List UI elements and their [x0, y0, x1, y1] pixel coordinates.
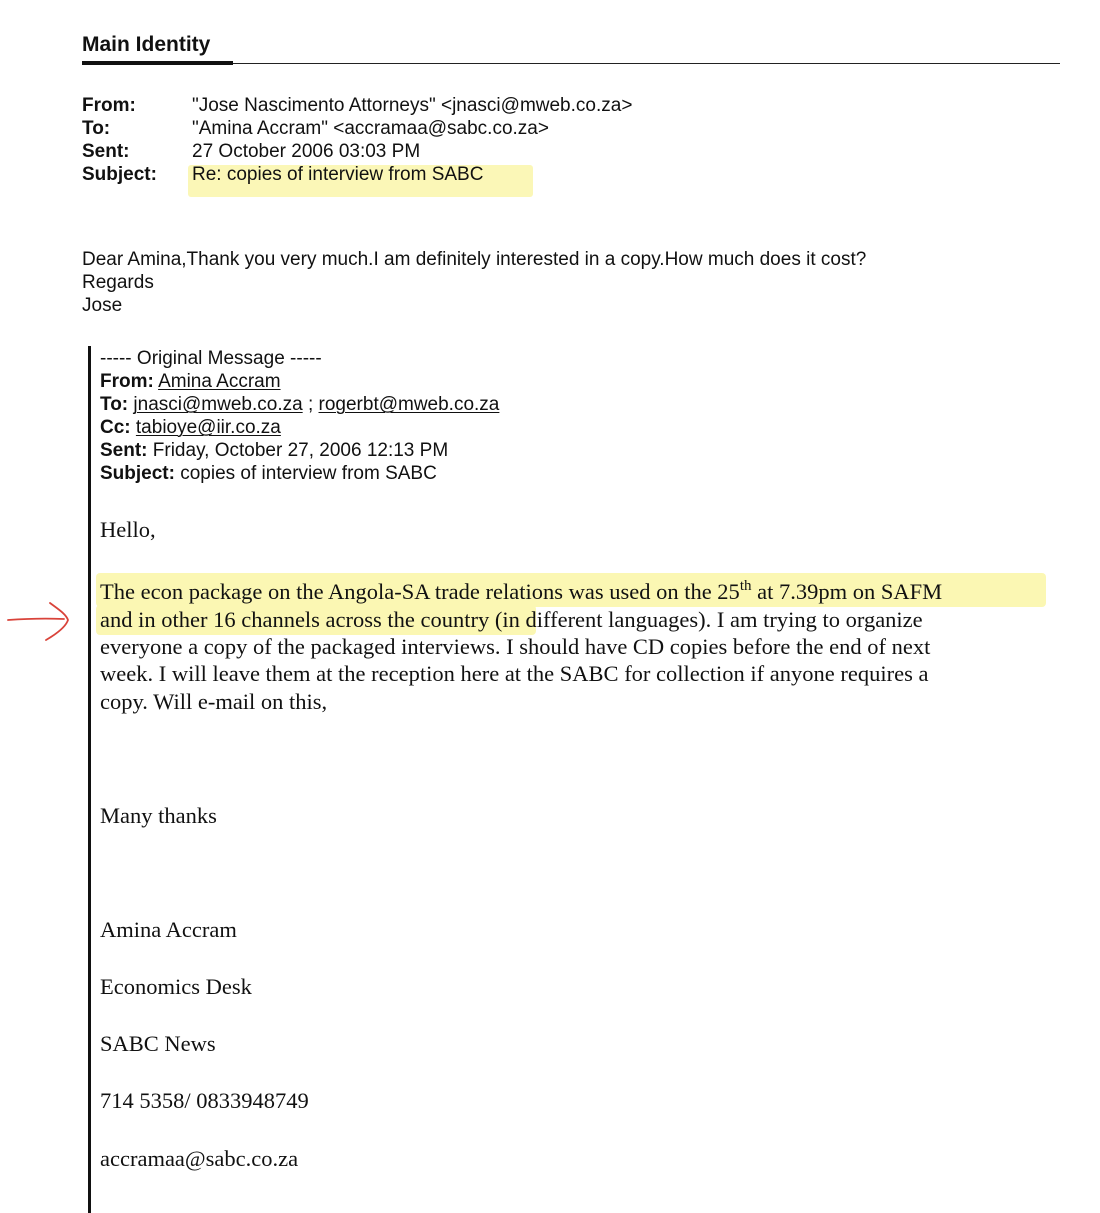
- original-sent-label: Sent:: [100, 440, 148, 461]
- signature-name: Amina Accram: [100, 917, 237, 942]
- title-underline: [82, 61, 233, 65]
- original-to-link-2[interactable]: rogerbt@mweb.co.za: [318, 394, 500, 415]
- subject-value: Re: copies of interview from SABC: [192, 164, 484, 185]
- original-to-row: [100, 393, 499, 416]
- sent-label: Sent:: [82, 141, 130, 162]
- reply-line-3: Jose: [82, 295, 123, 316]
- quote-bar: [88, 346, 91, 1213]
- body-line-2: and in other 16 channels across the country (in different languages). I am trying to organize: [100, 607, 923, 632]
- body-line-3: everyone a copy of the packaged interviews. I should have CD copies before the end of next: [100, 634, 931, 659]
- signature-phone: 714 5358/ 0833948749: [100, 1088, 309, 1113]
- subject-label: Subject:: [82, 164, 157, 185]
- original-sent-row: [100, 439, 448, 462]
- body-line-1-b: at 7.39pm on SAFM: [751, 579, 943, 604]
- signature-department: Economics Desk: [100, 974, 252, 999]
- original-cc-row: [100, 416, 281, 439]
- from-value: "Jose Nascimento Attorneys" <jnasci@mweb.co.za>: [192, 95, 633, 116]
- body-line-1-sup: th: [739, 578, 752, 594]
- original-from-label: From:: [100, 371, 154, 392]
- original-cc-label: Cc:: [100, 417, 131, 438]
- original-from-link[interactable]: Amina Accram: [158, 371, 281, 392]
- original-sent-value: Friday, October 27, 2006 12:13 PM: [152, 440, 449, 461]
- original-subject-label: Subject:: [100, 463, 175, 484]
- original-to-link-1[interactable]: jnasci@mweb.co.za: [133, 394, 303, 415]
- original-greeting: Hello,: [100, 517, 156, 542]
- signature-email[interactable]: accramaa@sabc.co.za: [100, 1146, 299, 1171]
- to-label: To:: [82, 118, 111, 139]
- closing-text: Many thanks: [100, 803, 217, 828]
- original-to-separator: ;: [307, 394, 314, 415]
- reply-line-1: Dear Amina,Thank you very much.I am definitely interested in a copy.How much does it cost?: [82, 249, 867, 270]
- original-subject-value: copies of interview from SABC: [180, 463, 437, 484]
- sent-value: 27 October 2006 03:03 PM: [192, 141, 421, 162]
- original-separator: ----- Original Message -----: [100, 348, 322, 369]
- reply-line-2: Regards: [82, 272, 154, 293]
- body-line-5: copy. Will e-mail on this,: [100, 689, 328, 714]
- original-cc-link[interactable]: tabioye@iir.co.za: [135, 417, 281, 438]
- identity-title: Main Identity: [82, 33, 211, 56]
- original-to-label: To:: [100, 394, 129, 415]
- signature-organization: SABC News: [100, 1031, 216, 1056]
- arrow-annotation-icon: [6, 600, 76, 644]
- original-subject-row: [100, 462, 437, 485]
- body-line-1: [100, 578, 942, 605]
- from-label: From:: [82, 95, 136, 116]
- body-line-1-a: The econ package on the Angola-SA trade relations was used on the 25: [100, 579, 740, 604]
- original-from-row: [100, 370, 281, 393]
- to-value: "Amina Accram" <accramaa@sabc.co.za>: [192, 118, 549, 139]
- body-line-4: week. I will leave them at the reception here at the SABC for collection if anyone requires a: [100, 661, 929, 686]
